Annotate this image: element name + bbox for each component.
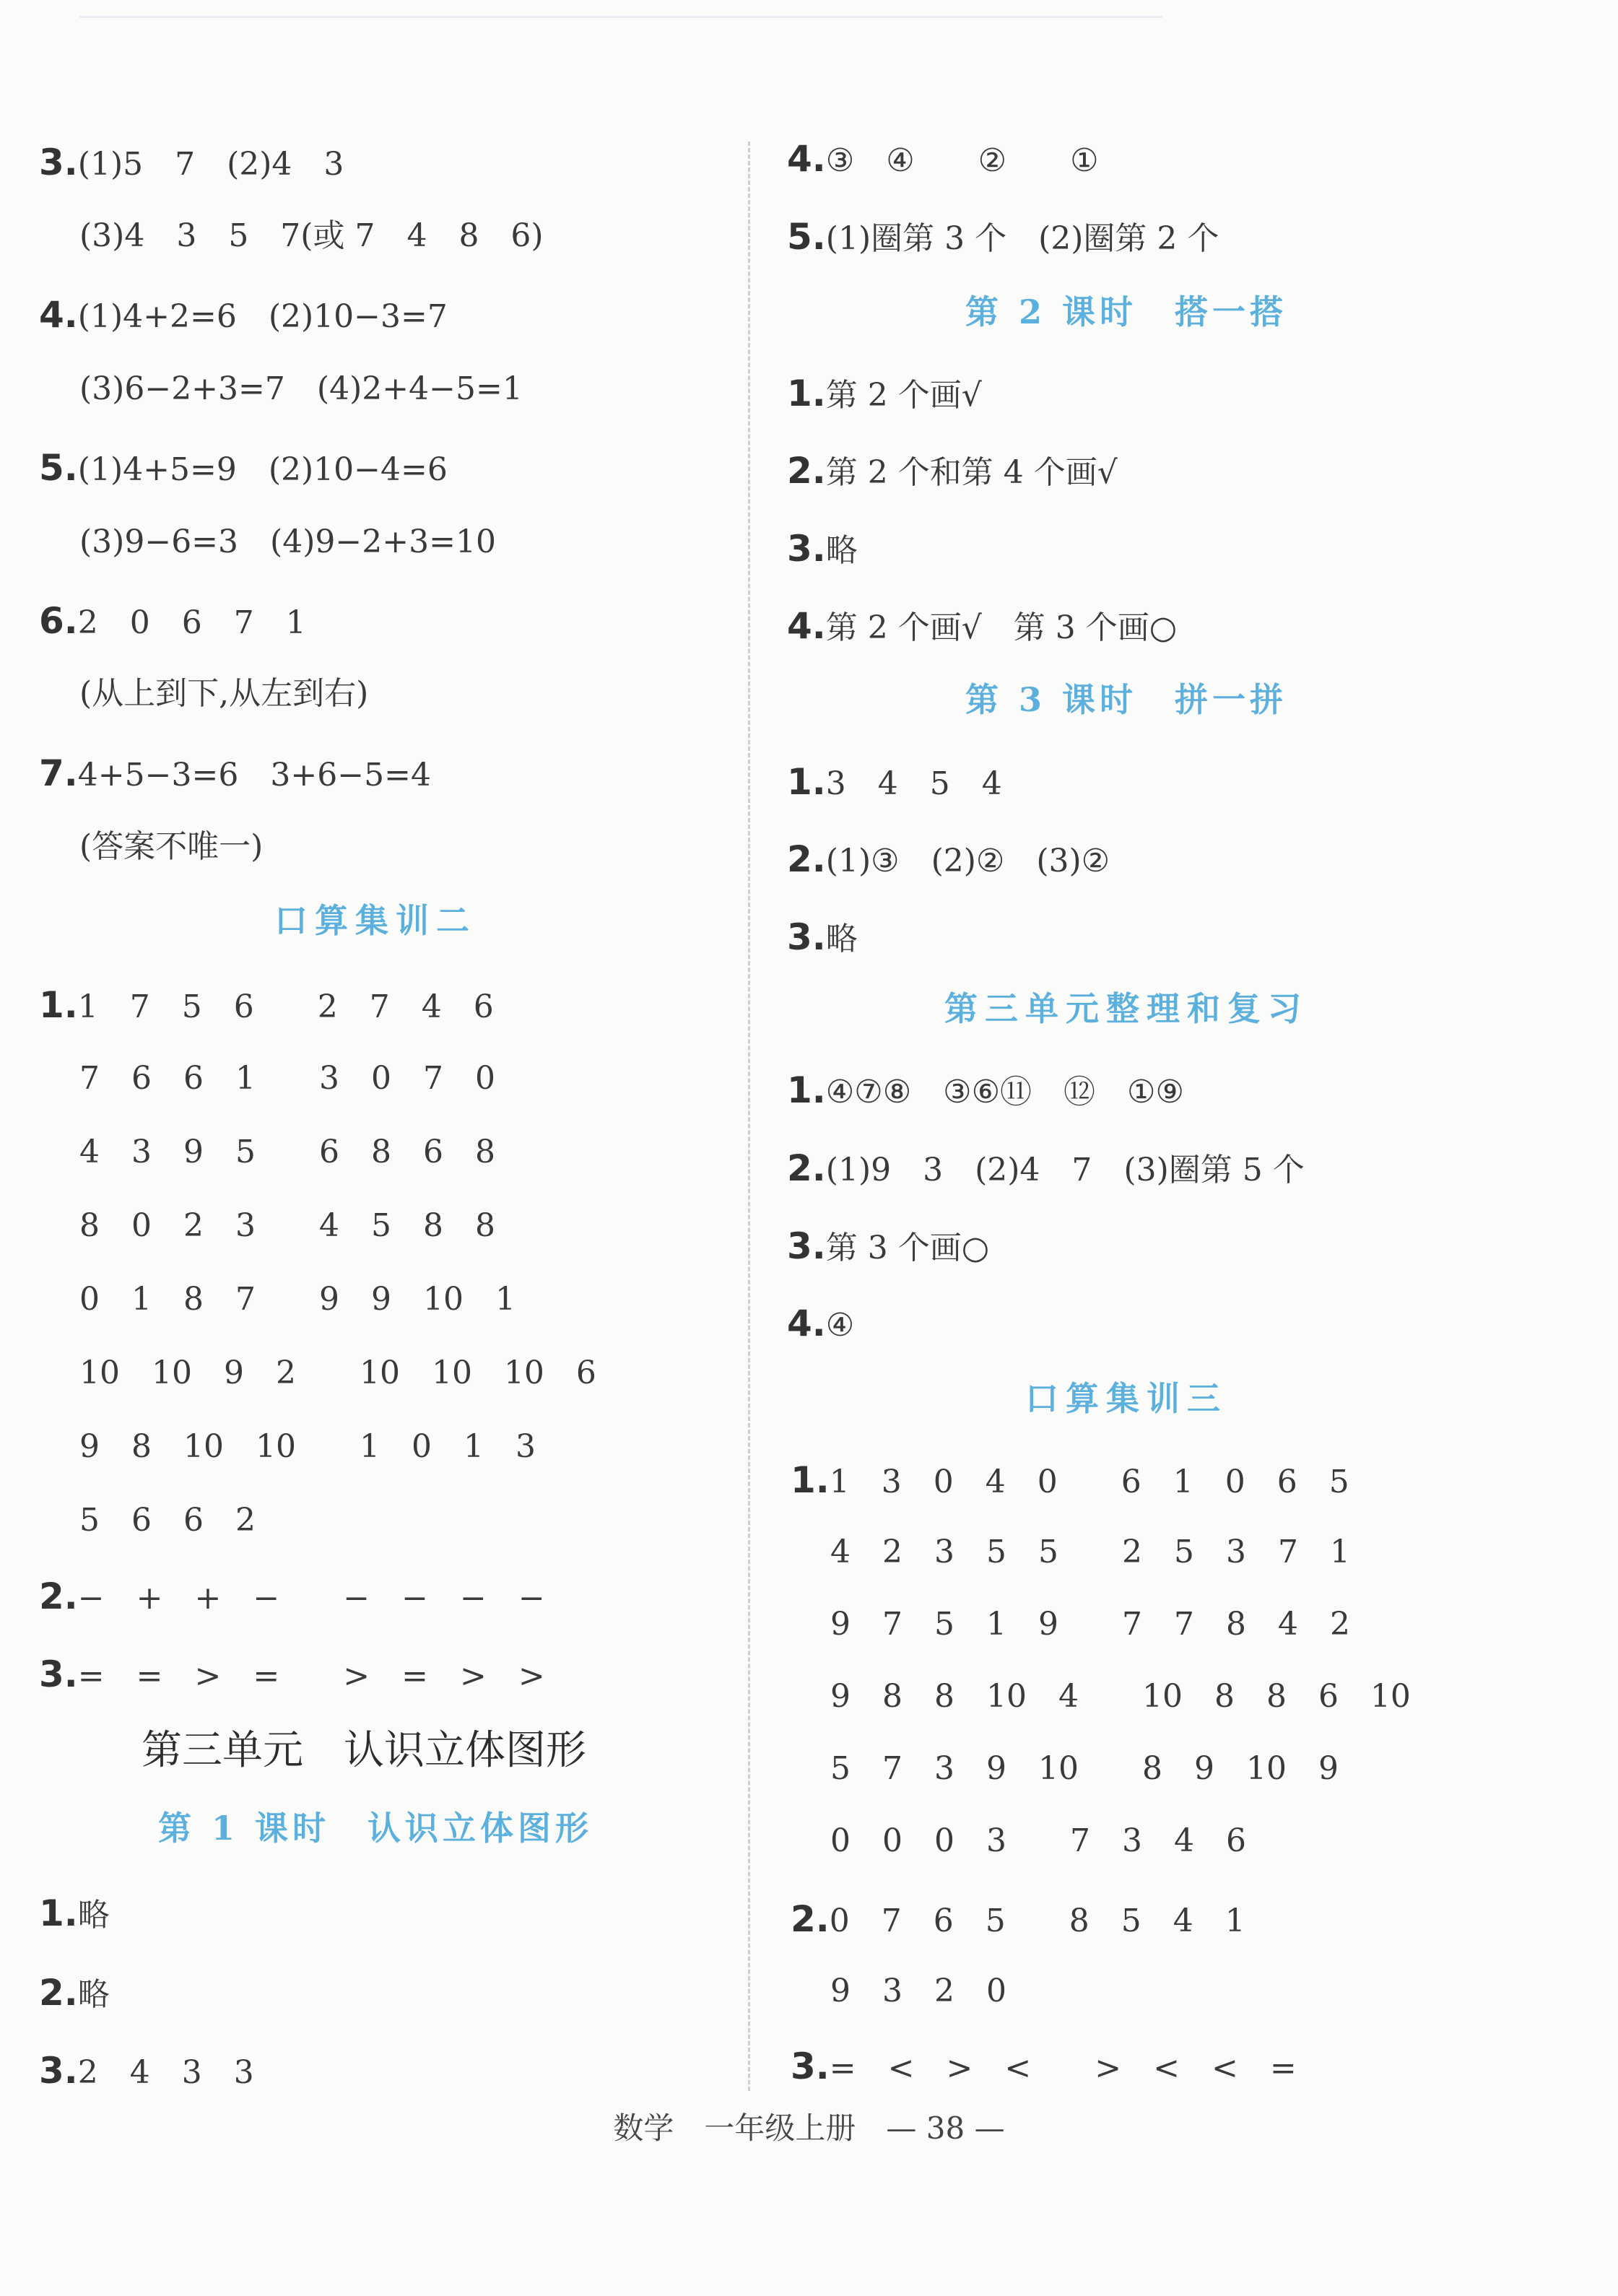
answer-line: 1.3 4 5 4 xyxy=(787,761,1002,803)
answer-line: (3)9−6=3 (4)9−2+3=10 xyxy=(79,523,496,560)
answer-line: 2.(1)9 3 (2)4 7 (3)圈第 5 个 xyxy=(787,1147,1305,1189)
section-heading: 第三单元整理和复习 xyxy=(944,989,1308,1028)
page-footer: 数学 一年级上册 — 38 — xyxy=(613,2110,1005,2146)
answer-line: 4.④ xyxy=(787,1303,855,1344)
answer-line: (3)6−2+3=7 (4)2+4−5=1 xyxy=(79,370,523,407)
answer-line: 1.1 7 5 6 2 7 4 6 xyxy=(39,984,494,1026)
answer-line: 2.(1)③ (2)② (3)② xyxy=(787,838,1110,880)
section-heading: 第 2 课时 搭一搭 xyxy=(965,292,1288,331)
answer-line: 5.(1)4+5=9 (2)10−4=6 xyxy=(39,447,448,489)
answer-line: 1.略 xyxy=(39,1892,110,1934)
answer-line: 7.4+5−3=6 3+6−5=4 xyxy=(39,752,431,794)
answer-line: 5 7 3 9 10 8 9 10 9 xyxy=(830,1750,1339,1787)
answer-line: 9 3 2 0 xyxy=(830,1973,1006,2009)
answer-line: 2.略 xyxy=(39,1972,110,2014)
answer-line: 4.(1)4+2=6 (2)10−3=7 xyxy=(39,294,448,336)
answer-line: 8 0 2 3 4 5 8 8 xyxy=(79,1207,495,1244)
answer-line: 3.略 xyxy=(787,916,858,958)
answer-line: 6.2 0 6 7 1 xyxy=(39,600,306,642)
section-heading: 第 1 课时 认识立体图形 xyxy=(157,1809,593,1848)
answer-line: 3.= = > = > = > > xyxy=(39,1653,545,1695)
top-rule xyxy=(79,16,1162,18)
answer-line: 2.第 2 个和第 4 个画√ xyxy=(787,450,1118,492)
answer-line: 0 1 8 7 9 9 10 1 xyxy=(79,1281,516,1318)
column-divider xyxy=(748,142,750,2091)
answer-line: 9 8 8 10 4 10 8 8 6 10 xyxy=(830,1678,1411,1715)
answer-line: 1.1 3 0 4 0 6 1 0 6 5 xyxy=(791,1459,1349,1501)
answer-line: 7 6 6 1 3 0 7 0 xyxy=(79,1060,495,1097)
answer-line: 4.③ ④ ② ① xyxy=(787,138,1099,180)
answer-line: 3.略 xyxy=(787,528,858,570)
answer-line: (答案不唯一) xyxy=(79,828,264,865)
answer-line: 2.− + + − − − − − xyxy=(39,1575,545,1617)
answer-line: 1.第 2 个画√ xyxy=(787,373,982,414)
answer-line: 1.④⑦⑧ ③⑥⑪ ⑫ ①⑨ xyxy=(787,1069,1184,1111)
answer-line: 5 6 6 2 xyxy=(79,1502,256,1539)
answer-line: 4 2 3 5 5 2 5 3 7 1 xyxy=(830,1534,1350,1570)
answer-line: 9 7 5 1 9 7 7 8 4 2 xyxy=(830,1606,1350,1643)
answer-line: 3.(1)5 7 (2)4 3 xyxy=(39,142,344,183)
section-heading: 第 3 课时 拼一拼 xyxy=(965,680,1288,719)
answer-line: 0 0 0 3 7 3 4 6 xyxy=(830,1822,1246,1859)
answer-line: 4 3 9 5 6 8 6 8 xyxy=(79,1134,495,1170)
answer-line: 10 10 9 2 10 10 10 6 xyxy=(79,1354,596,1391)
answer-line: 3.第 3 个画○ xyxy=(787,1225,990,1267)
answer-line: (3)4 3 5 7(或 7 4 8 6) xyxy=(79,217,544,254)
answer-line: 2.0 7 6 5 8 5 4 1 xyxy=(791,1898,1245,1940)
section-heading: 口算集训三 xyxy=(1025,1379,1227,1418)
answer-line: 3.= < > < > < < = xyxy=(791,2045,1297,2087)
section-heading: 口算集训二 xyxy=(274,901,477,940)
unit-title: 第三单元 认识立体图形 xyxy=(142,1727,586,1774)
answer-line: 4.第 2 个画√ 第 3 个画○ xyxy=(787,605,1178,647)
answer-line: 9 8 10 10 1 0 1 3 xyxy=(79,1428,536,1465)
answer-line: 5.(1)圈第 3 个 (2)圈第 2 个 xyxy=(787,216,1219,258)
answer-line: 3.2 4 3 3 xyxy=(39,2050,254,2092)
answer-line: (从上到下,从左到右) xyxy=(79,675,369,712)
